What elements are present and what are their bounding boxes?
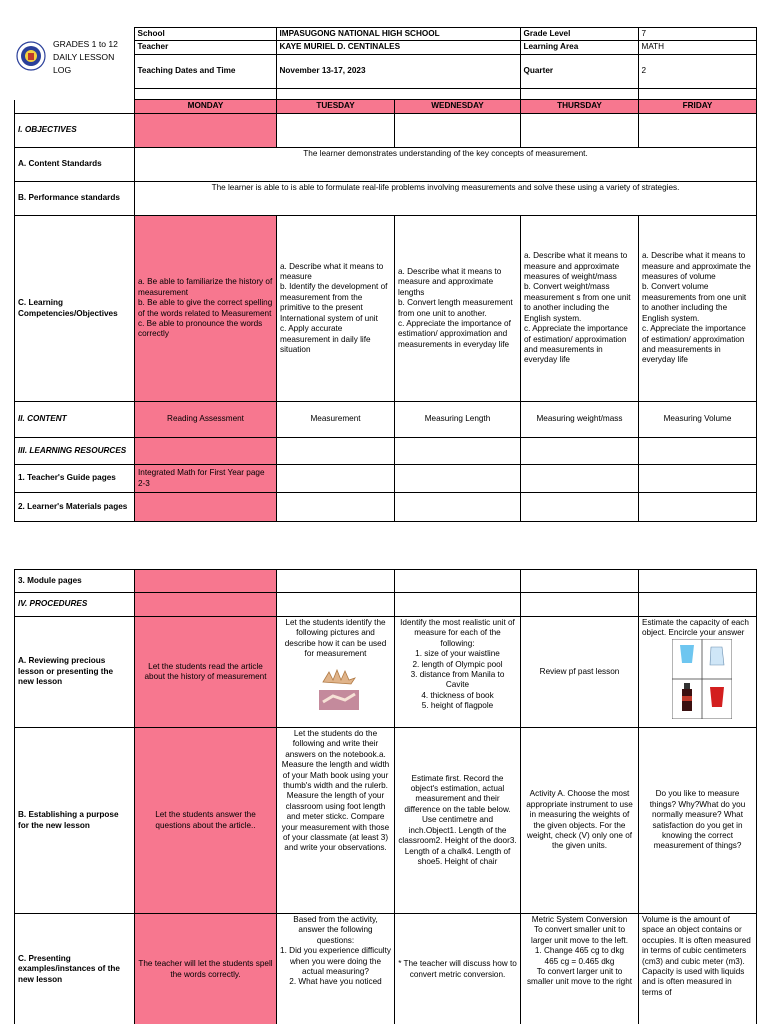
bottle-icon [672, 679, 702, 719]
review-label: A. Reviewing precious lesson or presenting the new lesson [15, 617, 135, 728]
module-pages-label: 3. Module pages [15, 570, 135, 593]
grade-value: 7 [638, 28, 756, 41]
day-wednesday: WEDNESDAY [395, 100, 521, 114]
present-tuesday: Based from the activity, answer the following questions: 1. Did you experience difficulty when you were doing the actual measuring? 2. What have you noticed [277, 914, 395, 1024]
purpose-thursday: Activity A. Choose the most appropriate instrument to use in measuring the weights of the given objects. For the weight, check (V) only one of the given units. [521, 728, 639, 914]
content-wednesday: Measuring Length [395, 402, 521, 438]
lesson-table-bottom [14, 569, 757, 1024]
competencies-tuesday: a. Describe what it means to measure b. Identify the development of measurement from the primitive to the present International system of unit c. Apply accurate measurement in daily life situation [277, 216, 395, 402]
dates-value: November 13-17, 2023 [276, 54, 520, 88]
dll-title: GRADES 1 to 12 DAILY LESSON LOG [53, 39, 118, 76]
school-value: IMPASUGONG NATIONAL HIGH SCHOOL [276, 28, 520, 41]
competencies-friday: a. Describe what it means to measure and approximate the measures of volume b. Convert volume measurements from one unit to another including the English system. c. Appreciate the importance of estimation/ approximation and measurements in everyday life [639, 216, 757, 402]
teacher-value: KAYE MURIEL D. CENTINALES [276, 41, 520, 54]
present-friday: Volume is the amount of space an object contains or occupies. It is often measured in terms of cubic centimeters (cm3) and cubic meter (m3). Capacity is used with liquids and is often measured in terms of [639, 914, 757, 1024]
review-friday-cell [639, 617, 757, 728]
jug-icon [702, 639, 732, 679]
review-tuesday: Let the students identify the following pictures and describe how it can be used for measurement [284, 618, 387, 659]
teacher-label: Teacher [134, 41, 276, 54]
cup-icon [702, 679, 732, 719]
dates-label: Teaching Dates and Time [134, 54, 276, 88]
review-monday: Let the students read the article about the history of measurement [135, 617, 277, 728]
grade-label: Grade Level [520, 28, 638, 41]
hand-icon [319, 666, 359, 710]
purpose-label: B. Establishing a purpose for the new lesson [15, 728, 135, 914]
competencies-label: C. Learning Competencies/Objectives [15, 216, 135, 402]
quarter-value: 2 [638, 54, 756, 88]
review-thursday: Review pf past lesson [521, 617, 639, 728]
purpose-wednesday: Estimate first. Record the object's estimation, actual measurement and their difference on the table below. Use centimetre and inch.Object1. Length of the classroom2. Height of the door3. Length of a chalk4. Length of shoe5. Height of chair [395, 728, 521, 914]
content-standards-text: The learner demonstrates understanding of the key concepts of measurement. [135, 148, 757, 182]
review-friday: Estimate the capacity of each object. Encircle your answer [642, 618, 749, 638]
glass-icon [672, 639, 702, 679]
present-wednesday: * The teacher will discuss how to convert metric conversion. [395, 914, 521, 1024]
procedures-heading: IV. PROCEDURES [15, 593, 135, 617]
resources-heading: III. LEARNING RESOURCES [15, 438, 135, 465]
competencies-thursday: a. Describe what it means to measure and approximate measures of weight/mass b. Convert weight/mass measurement s from one unit to another including the English system. c. Appreciate the importance of estimation/ approximation and measurements in everyday life [521, 216, 639, 402]
content-monday: Reading Assessment [135, 402, 277, 438]
performance-standards-label: B. Performance standards [15, 182, 135, 216]
content-tuesday: Measurement [277, 402, 395, 438]
day-friday: FRIDAY [639, 100, 757, 114]
day-monday: MONDAY [135, 100, 277, 114]
content-thursday: Measuring weight/mass [521, 402, 639, 438]
performance-standards-text: The learner is able to is able to formulate real-life problems involving measurements and solve these using a variety of strategies. [135, 182, 757, 216]
capacity-images [672, 639, 736, 719]
tg-pages-monday: Integrated Math for First Year page 2-3 [135, 465, 277, 493]
header-table [14, 27, 757, 103]
quarter-label: Quarter [520, 54, 638, 88]
lesson-table-top [14, 99, 757, 522]
school-label: School [134, 28, 276, 41]
content-heading: II. CONTENT [15, 402, 135, 438]
present-monday: The teacher will let the students spell the words correctly. [135, 914, 277, 1024]
review-tuesday-cell [277, 617, 395, 728]
review-wednesday: Identify the most realistic unit of measure for each of the following: 1. size of your waistline 2. length of Olympic pool 3. distance from Manila to Cavite 4. thickness of book 5. height of flagpole [395, 617, 521, 728]
content-friday: Measuring Volume [639, 402, 757, 438]
hand-measure-image [286, 666, 391, 713]
purpose-tuesday: Let the students do the following and write their answers on the notebook.a. Measure the length and width of your Math book using your thumb's width and the rulerb. Measure the length of your classroom using foot length and meter stickc. Compare your measurement with those of your classmate (at least 3) and write your observations. [277, 728, 395, 914]
present-thursday: Metric System Conversion To convert smaller unit to larger unit move to the left. 1. Change 465 cg to dkg 465 cg = 0.465 dkg To convert larger unit to smaller unit move to the right [521, 914, 639, 1024]
area-label: Learning Area [520, 41, 638, 54]
tg-pages-label: 1. Teacher's Guide pages [15, 465, 135, 493]
objectives-heading: I. OBJECTIVES [15, 114, 135, 148]
present-label: C. Presenting examples/instances of the new lesson [15, 914, 135, 1024]
purpose-monday: Let the students answer the questions about the article.. [135, 728, 277, 914]
competencies-monday: a. Be able to familiarize the history of measurement b. Be able to give the correct spelling of the words related to Measurement c. Be able to pronounce the words correctly [135, 216, 277, 402]
day-tuesday: TUESDAY [277, 100, 395, 114]
purpose-friday: Do you like to measure things? Why?What do you normally measure? What satisfaction do you get in knowing the correct measurement of things? [639, 728, 757, 914]
day-thursday: THURSDAY [521, 100, 639, 114]
lm-pages-label: 2. Learner's Materials pages [15, 493, 135, 522]
competencies-wednesday: a. Describe what it means to measure and approximate lengths b. Convert length measurement from one unit to another. c. Appreciate the importance of estimation/ approximation and measurements in everyday life [395, 216, 521, 402]
area-value: MATH [638, 41, 756, 54]
content-standards-label: A. Content Standards [15, 148, 135, 182]
